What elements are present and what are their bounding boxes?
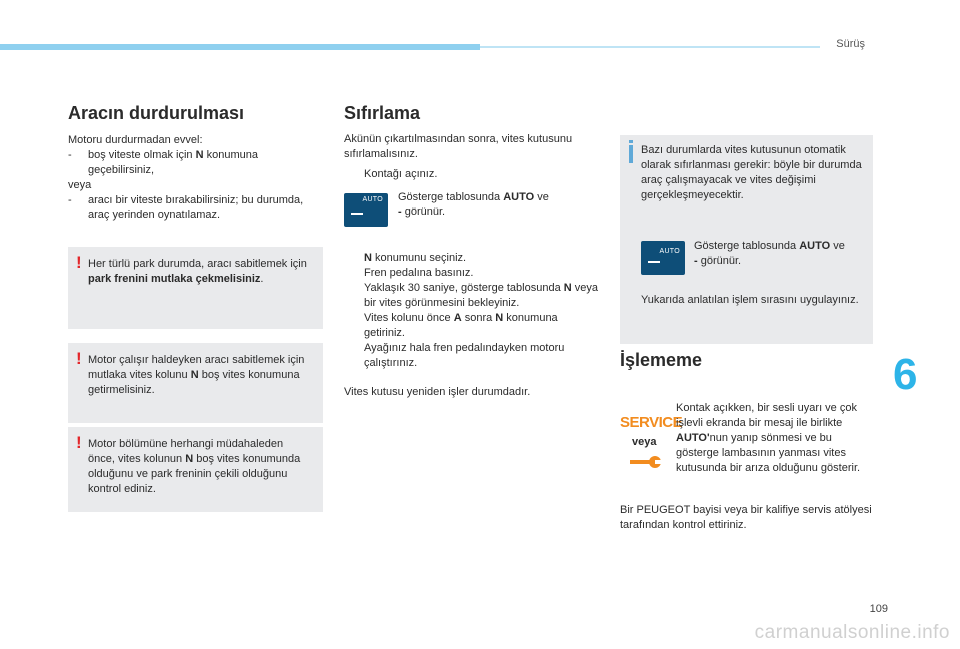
gearbox-auto-indicator-icon: AUTO bbox=[344, 193, 388, 227]
left-column bbox=[68, 103, 323, 223]
list-item: N konumunu seçiniz. bbox=[344, 251, 599, 266]
page-number: 109 bbox=[869, 603, 888, 615]
list-item: Ayağınız hala fren pedalındayken motoru çalıştırınız. bbox=[344, 341, 599, 371]
watermark: carmanualsonline.info bbox=[754, 622, 950, 643]
gearbox-auto-indicator-icon: AUTO bbox=[641, 241, 685, 275]
list-item: Vites kolunu önce A sonra N konumuna getiriniz. bbox=[344, 311, 599, 341]
header-bar bbox=[0, 44, 480, 50]
wrench-icon bbox=[628, 454, 662, 470]
section-title-malfunction: İşlememe bbox=[620, 350, 703, 370]
warning-box-park-brake: ! Her türlü park durumda, aracı sabitlemek için park frenini mutlaka çekmelisiniz. bbox=[68, 247, 323, 329]
warning-box-neutral: ! Motor çalışır haldeyken aracı sabitlemek için mutlaka vites kolunu N boş vites konumuna getirmelisiniz. bbox=[68, 343, 323, 423]
malfunction-section bbox=[620, 350, 873, 370]
display-text: Gösterge tablosunda AUTO ve - görünür. bbox=[694, 240, 845, 267]
display-text: Gösterge tablosunda AUTO ve - görünür. bbox=[398, 191, 549, 218]
closing-text: Vites kutusu yeniden işler durumdadır. bbox=[344, 386, 531, 398]
section-label: Sürüş bbox=[836, 38, 865, 50]
dash-marker: - bbox=[68, 149, 72, 161]
info-closing-text: Yukarıda anlatılan işlem sırasını uygulayınız. bbox=[641, 294, 859, 306]
list-item: - boş viteste olmak için N konumuna geçebilirsiniz, bbox=[68, 149, 258, 176]
warning-box-engine-bay: ! Motor bölümüne herhangi müdahaleden önce, vites kolunun N boş vites konumunda olduğunu ve park freninin çekili olduğunu kontrol ediniz. bbox=[68, 427, 323, 512]
malfunction-text: Kontak açıkken, bir sesli uyarı ve çok işlevli ekranda bir mesaj ile birlikte AUTO'nun yanıp sönmesi ve bu gösterge lambasının yanması vites kutusunda bir arıza olduğunu gösterir. bbox=[676, 402, 861, 474]
arrow-bullet-icon bbox=[344, 167, 364, 182]
arrow-bullet-icon bbox=[344, 251, 364, 266]
warning-icon: ! bbox=[76, 349, 82, 368]
dash-marker: - bbox=[68, 194, 72, 206]
middle-column bbox=[344, 103, 599, 182]
intro-text: Motoru durdurmadan evvel: bbox=[68, 134, 203, 146]
section-title-stopping: Aracın durdurulması bbox=[68, 103, 245, 123]
or-text: veya bbox=[632, 436, 657, 448]
info-icon bbox=[629, 145, 633, 163]
list-item: - aracı bir viteste bırakabilirsiniz; bu durumda, araç yerinden oynatılamaz. bbox=[68, 194, 304, 221]
service-warning-icon: SERVICE bbox=[620, 414, 683, 431]
arrow-bullet-icon bbox=[344, 281, 364, 311]
arrow-bullet-icon bbox=[344, 266, 364, 281]
or-text: veya bbox=[68, 179, 92, 191]
section-title-reset: Sıfırlama bbox=[344, 103, 421, 123]
warning-icon: ! bbox=[76, 253, 82, 272]
arrow-bullet-icon bbox=[344, 341, 364, 371]
list-item: Yaklaşık 30 saniye, gösterge tablosunda N veya bir vites görünmesini bekleyiniz. bbox=[344, 281, 599, 311]
service-text: Bir PEUGEOT bayisi veya bir kalifiye servis atölyesi tarafından kontrol ettiriniz. bbox=[620, 504, 872, 531]
chapter-number: 6 bbox=[893, 350, 918, 399]
intro-text: Akünün çıkartılmasından sonra, vites kutusunu sıfırlamalısınız. bbox=[344, 133, 573, 160]
list-item: Fren pedalına basınız. bbox=[344, 266, 599, 281]
list-item: Kontağı açınız. bbox=[344, 167, 599, 182]
header-bar-thin bbox=[480, 46, 820, 48]
arrow-bullet-icon bbox=[344, 311, 364, 341]
info-box-auto-reset: Bazı durumlarda vites kutusunun otomatik olarak sıfırlanması gerekir: böyle bir durumda araç çalışmayacak ve vites değişimi gerçekleşmeyecektir. AUTO Gösterge tablosunda AUTO ve - görünür. Yukarıda anlatılan işlem sırasını uygulayınız. bbox=[620, 135, 873, 344]
steps-list bbox=[344, 251, 599, 400]
warning-icon: ! bbox=[76, 433, 82, 452]
